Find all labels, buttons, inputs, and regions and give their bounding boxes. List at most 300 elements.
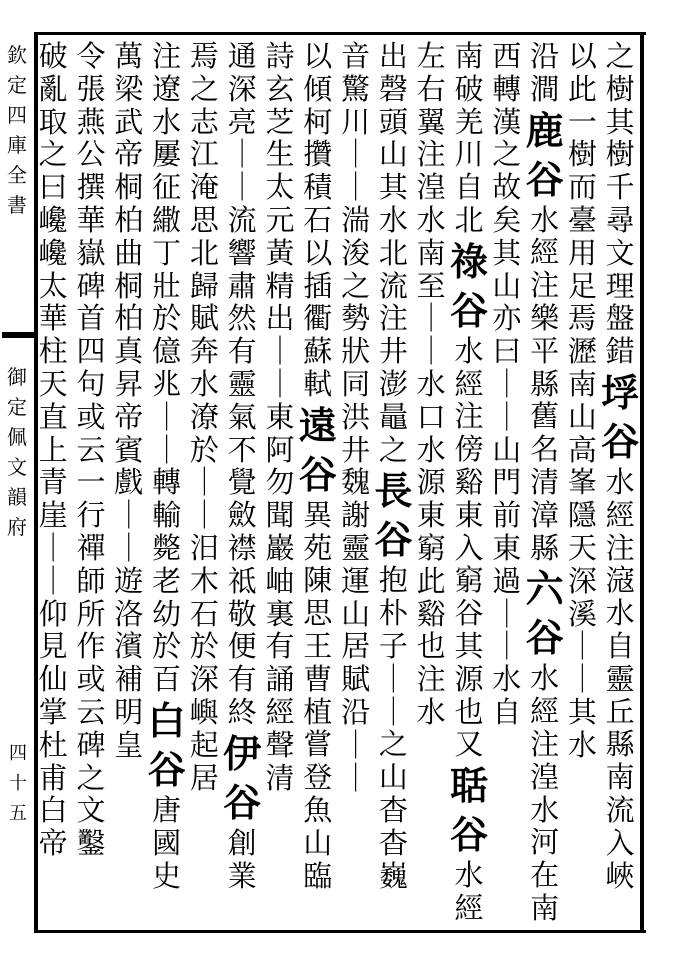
char: 嶼 bbox=[189, 694, 219, 729]
char: 注 bbox=[378, 301, 408, 336]
char: 之 bbox=[605, 39, 635, 73]
char: 公 bbox=[76, 137, 106, 172]
char: 杳 bbox=[378, 825, 408, 860]
headword bbox=[373, 466, 413, 564]
char: 注 bbox=[416, 662, 446, 697]
char: 汨 bbox=[189, 530, 219, 565]
margin-char: 庫 bbox=[7, 133, 27, 157]
char: 之 bbox=[76, 760, 106, 795]
text-run bbox=[184, 40, 224, 729]
char: 魚 bbox=[303, 792, 333, 827]
char: 昇 bbox=[114, 366, 144, 401]
char: 河 bbox=[530, 825, 560, 860]
char: 精 bbox=[265, 268, 295, 303]
char: 門 bbox=[492, 465, 522, 500]
char: 自 bbox=[454, 170, 484, 205]
char: 聞 bbox=[265, 498, 295, 533]
char: 柯 bbox=[303, 104, 333, 139]
char: 帝 bbox=[114, 399, 144, 434]
char: 勿 bbox=[265, 465, 295, 500]
char: 插 bbox=[303, 268, 333, 303]
text-run bbox=[260, 40, 300, 401]
char: 思 bbox=[303, 596, 333, 631]
char: 百 bbox=[152, 662, 182, 697]
char: 華 bbox=[76, 202, 106, 237]
char: 靈 bbox=[605, 661, 635, 696]
text-column bbox=[33, 40, 73, 925]
char: 首 bbox=[76, 301, 106, 336]
headword bbox=[298, 401, 338, 499]
char: 漳 bbox=[530, 497, 560, 532]
char: 亦 bbox=[492, 301, 522, 336]
char: 丁 bbox=[152, 235, 182, 270]
char: 鑿 bbox=[76, 826, 106, 861]
char: 谿 bbox=[416, 596, 446, 631]
char: 業 bbox=[227, 858, 257, 893]
char: 杳 bbox=[378, 792, 408, 827]
headword-char: 伊 bbox=[223, 730, 262, 776]
char: 樂 bbox=[530, 300, 560, 335]
text-run bbox=[147, 40, 187, 696]
char: 勢 bbox=[341, 301, 371, 336]
text-column bbox=[487, 40, 527, 925]
char: 壯 bbox=[152, 268, 182, 303]
char: 湟 bbox=[530, 759, 560, 794]
char: 沿 bbox=[530, 39, 560, 73]
text-run bbox=[449, 335, 489, 761]
margin-char: 御 bbox=[7, 365, 27, 389]
char: 破 bbox=[38, 39, 68, 73]
char: 出 bbox=[265, 301, 295, 336]
char: ｜ bbox=[567, 629, 597, 664]
char: 矣 bbox=[492, 202, 522, 237]
char: 入 bbox=[454, 530, 484, 565]
char: 焉 bbox=[567, 301, 597, 336]
margin-char: 四 bbox=[7, 103, 27, 127]
char: 創 bbox=[227, 825, 257, 860]
char: 兆 bbox=[152, 366, 182, 401]
char: 平 bbox=[530, 333, 560, 368]
char: 其 bbox=[567, 694, 597, 729]
char: 掌 bbox=[38, 694, 68, 729]
char: ｜ bbox=[492, 366, 522, 401]
char: ｜ bbox=[416, 334, 446, 369]
char: 川 bbox=[454, 137, 484, 172]
char: 焉 bbox=[189, 39, 219, 73]
text-column bbox=[184, 40, 224, 925]
text-column bbox=[336, 40, 376, 925]
char: 之 bbox=[38, 137, 68, 172]
char: ｜ bbox=[227, 170, 257, 205]
text-run bbox=[525, 204, 565, 565]
char: 直 bbox=[38, 399, 68, 434]
char: 於 bbox=[152, 629, 182, 664]
char: 歸 bbox=[189, 268, 219, 303]
text-run bbox=[562, 630, 602, 761]
char: 水 bbox=[605, 464, 635, 499]
char: 驚 bbox=[341, 71, 371, 106]
char: 井 bbox=[341, 432, 371, 467]
text-run bbox=[222, 827, 262, 893]
char: ｜ bbox=[341, 170, 371, 205]
char: ｜ bbox=[341, 137, 371, 172]
char: 以 bbox=[303, 39, 333, 73]
char: 遼 bbox=[152, 71, 182, 106]
char: 澎 bbox=[378, 366, 408, 401]
char: 濱 bbox=[114, 629, 144, 664]
char: 水 bbox=[416, 202, 446, 237]
text-run bbox=[525, 662, 565, 924]
char: 青 bbox=[38, 465, 68, 500]
char: 東 bbox=[265, 399, 295, 434]
margin-char: 書 bbox=[7, 193, 27, 217]
char: 谿 bbox=[454, 464, 484, 499]
margin-strip bbox=[0, 32, 34, 933]
char: 見 bbox=[38, 629, 68, 664]
char: 名 bbox=[530, 432, 560, 467]
char: 峽 bbox=[605, 858, 635, 893]
char: 洛 bbox=[114, 596, 144, 631]
char: 遊 bbox=[114, 563, 144, 598]
char: 杜 bbox=[38, 727, 68, 762]
char: 錯 bbox=[605, 334, 635, 369]
text-column bbox=[373, 40, 413, 925]
char: 有 bbox=[227, 334, 257, 369]
char: 此 bbox=[416, 563, 446, 598]
char: 出 bbox=[378, 39, 408, 73]
char: ｜ bbox=[341, 760, 371, 795]
headword bbox=[449, 237, 489, 335]
frame-right-border bbox=[640, 32, 644, 933]
char: 萬 bbox=[114, 39, 144, 73]
char: 有 bbox=[227, 662, 257, 697]
margin-char: 文 bbox=[7, 455, 27, 479]
char: 注 bbox=[416, 137, 446, 172]
headword bbox=[525, 106, 565, 204]
char: 之 bbox=[189, 71, 219, 106]
text-run bbox=[373, 564, 413, 892]
char: 屢 bbox=[152, 137, 182, 172]
char: 清 bbox=[265, 760, 295, 795]
char: ｜ bbox=[378, 694, 408, 729]
char: 前 bbox=[492, 498, 522, 533]
margin-char: 欽 bbox=[7, 43, 27, 67]
char: 深 bbox=[227, 71, 257, 106]
char: 云 bbox=[76, 432, 106, 467]
char: 經 bbox=[605, 497, 635, 532]
char: 襟 bbox=[227, 530, 257, 565]
char: 衢 bbox=[303, 301, 333, 336]
margin-char: 定 bbox=[7, 73, 27, 97]
char: 征 bbox=[152, 170, 182, 205]
char: 曰 bbox=[38, 170, 68, 205]
char: 之 bbox=[378, 727, 408, 762]
char: 漢 bbox=[492, 104, 522, 139]
char: 尋 bbox=[605, 202, 635, 237]
char: 異 bbox=[303, 497, 333, 532]
margin-book-title bbox=[0, 40, 34, 220]
headword bbox=[525, 564, 565, 662]
headword-char: 白 bbox=[147, 697, 186, 743]
char: 源 bbox=[416, 465, 446, 500]
char: 仰 bbox=[38, 596, 68, 631]
text-run bbox=[184, 729, 224, 795]
char: 臨 bbox=[303, 858, 333, 893]
text-run bbox=[411, 663, 451, 729]
char: 狀 bbox=[341, 334, 371, 369]
char: 曰 bbox=[492, 334, 522, 369]
text-run bbox=[487, 466, 527, 728]
margin-char: 韻 bbox=[7, 485, 27, 509]
char: 甫 bbox=[38, 760, 68, 795]
char: 玄 bbox=[265, 71, 295, 106]
headword-char: 谷 bbox=[601, 418, 640, 464]
char: 詩 bbox=[265, 39, 295, 73]
char: 億 bbox=[152, 334, 182, 369]
headword bbox=[222, 729, 262, 827]
char: 桐 bbox=[114, 268, 144, 303]
char: 史 bbox=[152, 858, 182, 893]
char: 之 bbox=[341, 268, 371, 303]
char: 有 bbox=[265, 629, 295, 664]
char: 終 bbox=[227, 694, 257, 729]
char: 流 bbox=[378, 268, 408, 303]
char: 經 bbox=[454, 366, 484, 401]
char: 丘 bbox=[605, 694, 635, 729]
char: 又 bbox=[454, 727, 484, 762]
char: 注 bbox=[605, 530, 635, 565]
char: 朴 bbox=[378, 596, 408, 631]
char: 或 bbox=[76, 399, 106, 434]
char: 其 bbox=[605, 104, 635, 139]
headword-char: 六 bbox=[525, 566, 564, 612]
char: 帝 bbox=[38, 826, 68, 861]
char: 窮 bbox=[416, 530, 446, 565]
headword bbox=[449, 761, 489, 859]
char: 口 bbox=[416, 399, 446, 434]
char: 高 bbox=[567, 432, 597, 467]
char: 不 bbox=[227, 432, 257, 467]
char: 樹 bbox=[605, 71, 635, 106]
char: 唐 bbox=[152, 792, 182, 827]
char: 柏 bbox=[114, 301, 144, 336]
headword-char: 鹿 bbox=[525, 107, 564, 153]
char: 湟 bbox=[416, 170, 446, 205]
char: 湍 bbox=[341, 202, 371, 237]
char: ｜ bbox=[378, 661, 408, 696]
headword-char: 聒 bbox=[449, 763, 488, 809]
headword-char: 垺 bbox=[601, 369, 640, 415]
headword-char: 谷 bbox=[449, 287, 488, 333]
char: 巍 bbox=[378, 858, 408, 893]
char: 軾 bbox=[303, 366, 333, 401]
char: 所 bbox=[76, 596, 106, 631]
char: 谷 bbox=[454, 596, 484, 631]
text-column bbox=[109, 40, 149, 925]
margin-volume-title bbox=[0, 362, 34, 542]
char: 水 bbox=[378, 202, 408, 237]
char: 深 bbox=[567, 563, 597, 598]
char: 生 bbox=[265, 137, 295, 172]
headword bbox=[147, 696, 187, 794]
frame-bottom-border bbox=[34, 930, 646, 933]
char: 華 bbox=[38, 301, 68, 336]
char: 過 bbox=[492, 563, 522, 598]
char: 山 bbox=[567, 399, 597, 434]
char: 補 bbox=[114, 662, 144, 697]
char: 氣 bbox=[227, 399, 257, 434]
char: 以 bbox=[567, 39, 597, 73]
char: 一 bbox=[567, 104, 597, 139]
char: 斂 bbox=[227, 498, 257, 533]
char: 入 bbox=[605, 825, 635, 860]
text-run bbox=[600, 40, 640, 368]
char: 沿 bbox=[341, 694, 371, 729]
char: 同 bbox=[341, 366, 371, 401]
text-run bbox=[600, 466, 640, 892]
char: 文 bbox=[76, 793, 106, 828]
char: 東 bbox=[492, 530, 522, 565]
char: 植 bbox=[303, 694, 333, 729]
char: 崖 bbox=[38, 498, 68, 533]
char: 南 bbox=[530, 890, 560, 925]
char: 誦 bbox=[265, 662, 295, 697]
char: 張 bbox=[76, 71, 106, 106]
text-column bbox=[600, 40, 640, 925]
char: 禪 bbox=[76, 530, 106, 565]
char: 覺 bbox=[227, 465, 257, 500]
char: 奔 bbox=[189, 334, 219, 369]
char: 居 bbox=[341, 629, 371, 664]
char: 於 bbox=[189, 432, 219, 467]
char: 源 bbox=[454, 661, 484, 696]
char: 於 bbox=[189, 629, 219, 664]
char: 然 bbox=[227, 301, 257, 336]
char: 傾 bbox=[303, 71, 333, 106]
text-column bbox=[260, 40, 300, 925]
char: 登 bbox=[303, 760, 333, 795]
char: 肅 bbox=[227, 268, 257, 303]
char: 響 bbox=[227, 235, 257, 270]
text-run bbox=[562, 40, 602, 335]
char: 井 bbox=[378, 334, 408, 369]
char: 敬 bbox=[227, 596, 257, 631]
char: 阿 bbox=[265, 432, 295, 467]
char: 羌 bbox=[454, 104, 484, 139]
char: 澗 bbox=[530, 71, 560, 106]
text-run bbox=[487, 106, 527, 467]
char: 居 bbox=[189, 760, 219, 795]
char: 太 bbox=[265, 170, 295, 205]
char: 柏 bbox=[114, 202, 144, 237]
char: 深 bbox=[189, 662, 219, 697]
char: 通 bbox=[227, 39, 257, 73]
char: ｜ bbox=[567, 662, 597, 697]
char: 磬 bbox=[378, 71, 408, 106]
char: 木 bbox=[189, 563, 219, 598]
char: 子 bbox=[378, 628, 408, 663]
char: 撰 bbox=[76, 170, 106, 205]
text-run bbox=[298, 40, 338, 401]
char: 皇 bbox=[114, 727, 144, 762]
char: 音 bbox=[341, 39, 371, 73]
text-column bbox=[525, 40, 565, 925]
char: 注 bbox=[152, 39, 182, 73]
margin-char: 全 bbox=[7, 163, 27, 187]
char: ｜ bbox=[492, 399, 522, 434]
char: 行 bbox=[76, 498, 106, 533]
char: 注 bbox=[454, 399, 484, 434]
char: 白 bbox=[38, 793, 68, 828]
char: 經 bbox=[454, 890, 484, 925]
char: 在 bbox=[530, 858, 560, 893]
char: 曹 bbox=[303, 661, 333, 696]
char: 水 bbox=[492, 662, 522, 697]
char: 碑 bbox=[76, 268, 106, 303]
char: 賦 bbox=[189, 301, 219, 336]
margin-char: 府 bbox=[7, 515, 27, 539]
char: 起 bbox=[189, 727, 219, 762]
char: 水 bbox=[416, 366, 446, 401]
char: 句 bbox=[76, 366, 106, 401]
char: 浚 bbox=[341, 235, 371, 270]
char: 陳 bbox=[303, 563, 333, 598]
char: 之 bbox=[378, 432, 408, 467]
char: 之 bbox=[492, 137, 522, 172]
char: 云 bbox=[76, 694, 106, 729]
char: 謝 bbox=[341, 498, 371, 533]
char: 真 bbox=[114, 334, 144, 369]
char: 縣 bbox=[530, 366, 560, 401]
char: 瀝 bbox=[567, 334, 597, 369]
char: 理 bbox=[605, 268, 635, 303]
char: 千 bbox=[605, 170, 635, 205]
char: 蘇 bbox=[303, 334, 333, 369]
char: 嶽 bbox=[76, 235, 106, 270]
char: 其 bbox=[378, 170, 408, 205]
char: 南 bbox=[454, 39, 484, 73]
char: 注 bbox=[530, 726, 560, 761]
text-run bbox=[487, 40, 527, 106]
char: 曲 bbox=[114, 235, 144, 270]
char: 武 bbox=[114, 104, 144, 139]
char: 碑 bbox=[76, 727, 106, 762]
char: 注 bbox=[530, 268, 560, 303]
text-column bbox=[298, 40, 338, 925]
char: ｜ bbox=[152, 399, 182, 434]
char: 桐 bbox=[114, 170, 144, 205]
char: 流 bbox=[227, 202, 257, 237]
text-run bbox=[373, 40, 413, 466]
char: 足 bbox=[567, 268, 597, 303]
char: 水 bbox=[454, 333, 484, 368]
char: 積 bbox=[303, 170, 333, 205]
headword-char: 谷 bbox=[374, 517, 413, 563]
char: 用 bbox=[567, 235, 597, 270]
char: 自 bbox=[492, 694, 522, 729]
char: 南 bbox=[605, 760, 635, 795]
char: ｜ bbox=[189, 465, 219, 500]
char: ｜ bbox=[114, 530, 144, 565]
char: 西 bbox=[492, 39, 522, 73]
char: 其 bbox=[492, 235, 522, 270]
headword-char: 谷 bbox=[525, 156, 564, 202]
char: 水 bbox=[189, 366, 219, 401]
char: 以 bbox=[303, 235, 333, 270]
char: 魏 bbox=[341, 465, 371, 500]
text-run bbox=[71, 40, 111, 860]
char: 水 bbox=[567, 727, 597, 762]
